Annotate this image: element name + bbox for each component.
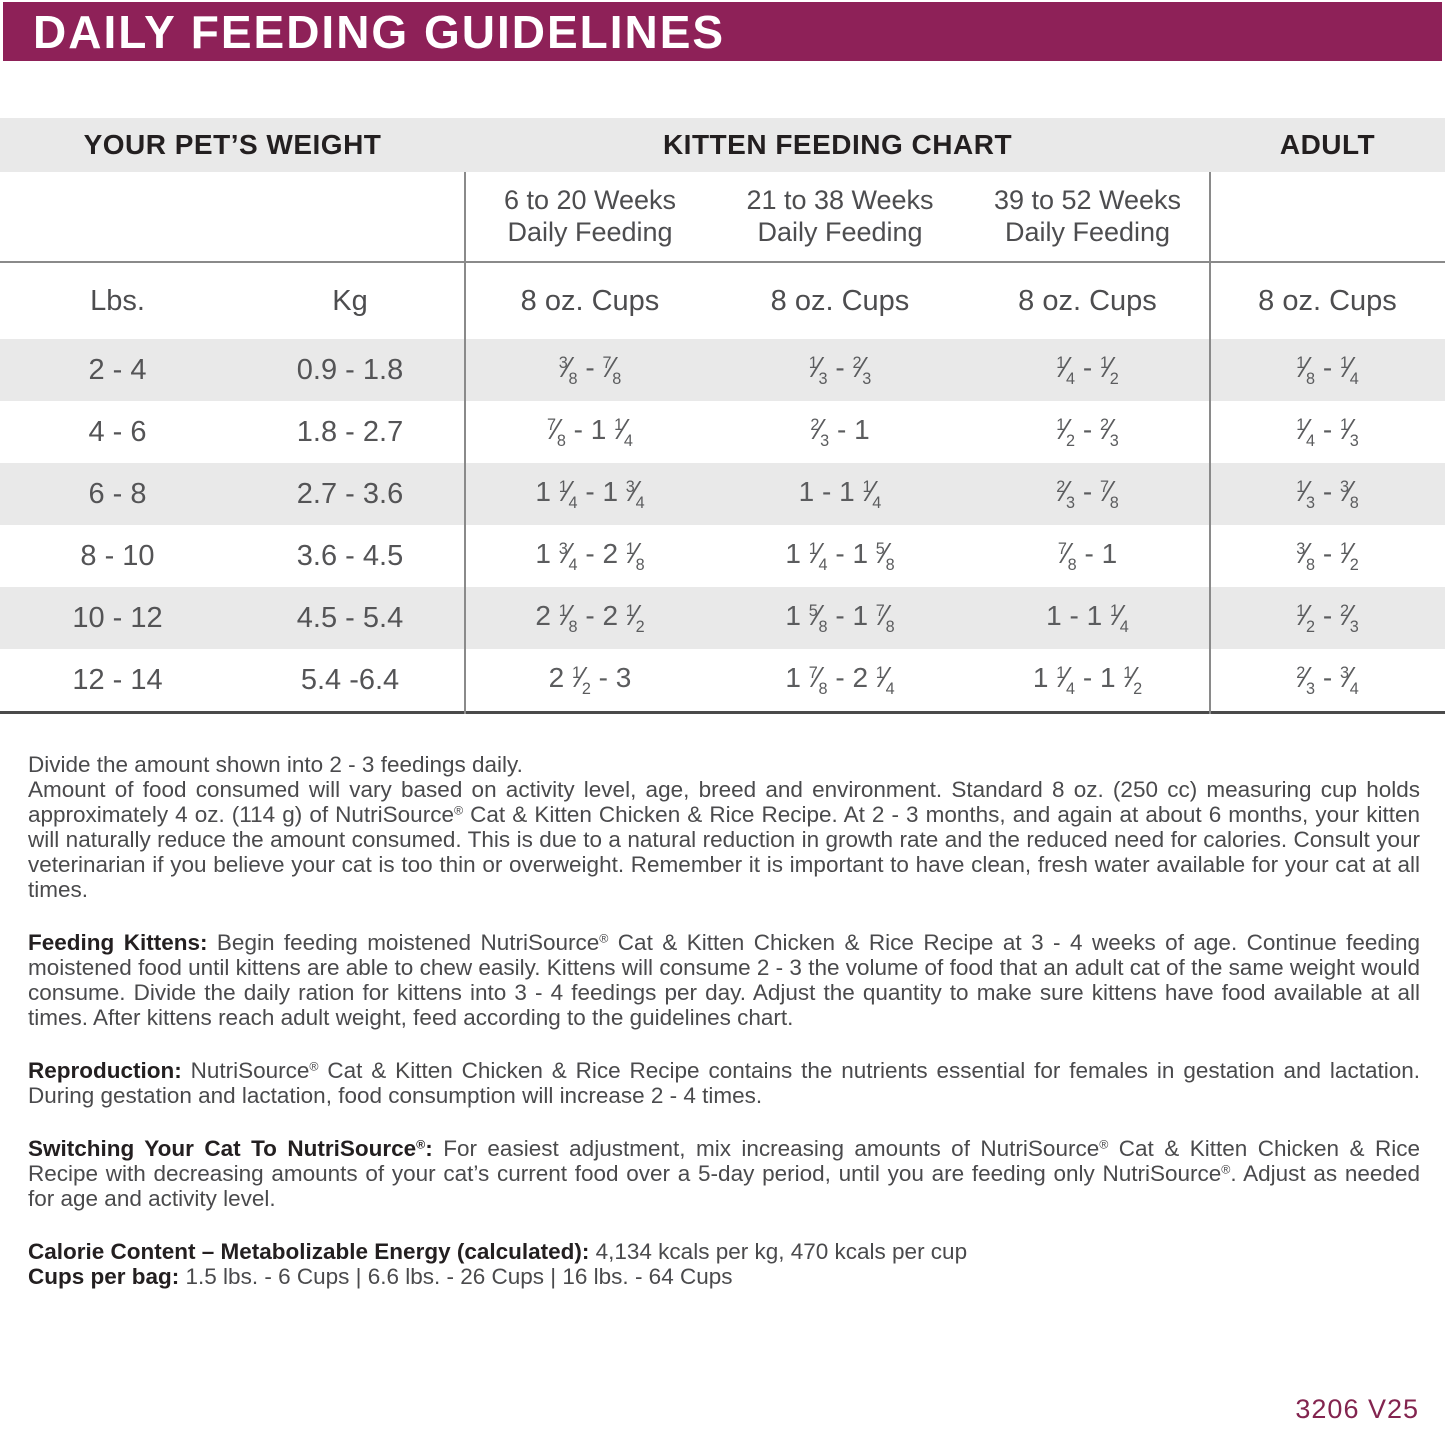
weeks-39-52-cell: 1 $^1⁄_4 - 1$ $^1⁄_2$ <box>1032 662 1143 699</box>
group-header-kitten-chart: KITTEN FEEDING CHART <box>662 129 1013 160</box>
lbs-cell: 6 - 8 <box>88 477 147 510</box>
week-caption: Daily Feeding <box>1004 216 1171 247</box>
section-label: Reproduction: <box>28 1058 182 1083</box>
adult-cell: $^1⁄_2$ - $^2⁄_3$ <box>1296 600 1359 637</box>
adult-cell: $^1⁄_4$ - $^1⁄_3$ <box>1296 414 1359 451</box>
week-header-39-52 <box>965 185 1210 248</box>
weeks-39-52-cell: 1 - 1 $^1⁄_4$ <box>1046 600 1129 637</box>
week-range: 39 to 52 Weeks <box>993 185 1182 216</box>
table-week-header-row <box>0 172 1445 263</box>
notes-section <box>28 752 1420 1289</box>
lbs-cell: 10 - 12 <box>72 601 163 634</box>
lbs-cell: 4 - 6 <box>88 415 147 448</box>
section-text: For easiest adjustment, mix increasing amounts of NutriSource® Cat & Kitten Chicken & Rice Recipe with decreasing amounts of your cat’s current food over a 5-day period, until you are feeding only NutriSource®. Adjust as needed for age and activity level. <box>28 1136 1420 1211</box>
section-switching <box>28 1136 1420 1211</box>
unit-header-cups4: 8 oz. Cups <box>1258 284 1397 317</box>
table-row <box>0 339 1445 401</box>
weeks-6-20-cell: 2 $^1⁄_2 - 3$ <box>548 662 632 699</box>
weeks-6-20-cell: 2 $^1⁄_8 - 2$ $^1⁄_2$ <box>535 600 645 637</box>
unit-header-cups3: 8 oz. Cups <box>1018 284 1157 317</box>
lbs-cell: 12 - 14 <box>72 663 163 696</box>
adult-cell: $^1⁄_3$ - $^3⁄_8$ <box>1296 476 1359 513</box>
week-caption: Daily Feeding <box>507 216 673 247</box>
weeks-21-38-cell: 1 - 1 $^1⁄_4$ <box>798 476 882 513</box>
kg-cell: 1.8 - 2.7 <box>296 415 404 448</box>
section-label: Switching Your Cat To NutriSource®: <box>28 1136 433 1161</box>
week-header-21-38 <box>715 185 965 248</box>
section-text: NutriSource® Cat & Kitten Chicken & Rice Recipe contains the nutrients essential for females in gestation and lactation. During gestation and lactation, food consumption will increase 2 - 4 times. <box>28 1058 1420 1108</box>
section-cups-per-bag <box>28 1264 1420 1289</box>
lbs-cell: 2 - 4 <box>88 353 147 386</box>
weeks-39-52-cell: $^2⁄_3$ - $^7⁄_8$ <box>1056 476 1119 513</box>
title-banner <box>3 2 1442 61</box>
kg-cell: 2.7 - 3.6 <box>296 477 404 510</box>
intro-line: Divide the amount shown into 2 - 3 feedings daily. <box>28 752 523 777</box>
kg-cell: 3.6 - 4.5 <box>296 539 404 572</box>
adult-cell: $^1⁄_8$ - $^1⁄_4$ <box>1296 352 1359 389</box>
section-feeding-kittens <box>28 930 1420 1030</box>
weeks-21-38-cell: 1 $^5⁄_8 - 1$ $^7⁄_8$ <box>785 600 895 637</box>
table-unit-header-row <box>0 263 1445 339</box>
table-row <box>0 587 1445 649</box>
weeks-21-38-cell: 1 $^7⁄_8 - 2$ $^1⁄_4$ <box>785 662 895 699</box>
weeks-21-38-cell: 1 $^1⁄_4 - 1$ $^5⁄_8$ <box>785 538 895 575</box>
section-text: 1.5 lbs. - 6 Cups | 6.6 lbs. - 26 Cups | 16 lbs. - 64 Cups <box>185 1264 733 1289</box>
lbs-cell: 8 - 10 <box>80 539 155 572</box>
kg-cell: 5.4 -6.4 <box>300 663 400 696</box>
adult-cell: $^3⁄_8$ - $^1⁄_2$ <box>1296 538 1359 575</box>
group-header-adult: ADULT <box>1279 129 1376 160</box>
feeding-table <box>0 118 1445 714</box>
section-text: Begin feeding moistened NutriSource® Cat & Kitten Chicken & Rice Recipe at 3 - 4 weeks of age. Continue feeding moistened food until kittens are able to chew easily. Kittens will consume 2 - 3 the volume of food that an adult cat of the same weight would consume. Divide the daily ration for kittens into 3 - 4 feedings per day. Adjust the quantity to make sure kittens have food available at all times. After kittens reach adult weight, feed according to the guidelines chart. <box>28 930 1420 1030</box>
section-reproduction <box>28 1058 1420 1108</box>
weeks-39-52-cell: $^1⁄_2$ - $^2⁄_3$ <box>1056 414 1119 451</box>
feeding-rows <box>0 339 1445 714</box>
weeks-21-38-cell: $^2⁄_3 - 1$ <box>810 414 870 451</box>
column-divider-adult <box>1209 172 1211 714</box>
section-label: Cups per bag: <box>28 1264 180 1289</box>
table-row <box>0 401 1445 463</box>
table-row <box>0 649 1445 711</box>
week-header-6-20 <box>465 185 715 248</box>
footer-code: 3206 V25 <box>1295 1394 1419 1424</box>
section-text: 4,134 kcals per kg, 470 kcals per cup <box>595 1239 968 1264</box>
week-range: 21 to 38 Weeks <box>746 185 934 216</box>
intro-body: Amount of food consumed will vary based on activity level, age, breed and environment. Standard 8 oz. (250 cc) measuring cup holds approximately 4 oz. (114 g) of NutriSource® Cat & Kitten Chicken & Rice Recipe. At 2 - 3 months, and again at about 6 months, your kitten will naturally reduce the amount consumed. This is due to a natural reduction in growth rate and the reduced need for calories. Consult your veterinarian if you believe your cat is too thin or overweight. Remember it is important to have clean, fresh water available for your cat at all times. <box>28 777 1421 902</box>
table-row <box>0 463 1445 525</box>
unit-header-lbs: Lbs. <box>90 284 145 317</box>
weeks-21-38-cell: $^1⁄_3$ - $^2⁄_3$ <box>808 352 872 389</box>
unit-header-cups2: 8 oz. Cups <box>770 284 910 317</box>
adult-cell: $^2⁄_3$ - $^3⁄_4$ <box>1296 662 1359 699</box>
weeks-6-20-cell: 1 $^1⁄_4 - 1$ $^3⁄_4$ <box>535 476 645 513</box>
weeks-6-20-cell: $^7⁄_8 - 1$ $^1⁄_4$ <box>547 414 633 451</box>
weeks-39-52-cell: $^1⁄_4$ - $^1⁄_2$ <box>1056 352 1119 389</box>
week-range: 6 to 20 Weeks <box>503 185 677 216</box>
week-caption: Daily Feeding <box>757 216 923 247</box>
table-group-header-row <box>0 118 1445 172</box>
section-label: Calorie Content – Metabolizable Energy (calculated): <box>28 1239 590 1264</box>
section-calorie-content <box>28 1239 1420 1264</box>
weeks-6-20-cell: $^3⁄_8$ - $^7⁄_8$ <box>558 352 622 389</box>
unit-header-cups1: 8 oz. Cups <box>520 284 660 317</box>
kg-cell: 0.9 - 1.8 <box>296 353 404 386</box>
weeks-39-52-cell: $^7⁄_8 - 1$ <box>1057 538 1118 575</box>
page-title: DAILY FEEDING GUIDELINES <box>33 5 726 58</box>
section-label: Feeding Kittens: <box>28 930 208 955</box>
table-row <box>0 525 1445 587</box>
weeks-6-20-cell: 1 $^3⁄_4 - 2$ $^1⁄_8$ <box>535 538 645 575</box>
unit-header-kg: Kg <box>332 284 368 317</box>
column-divider-left <box>464 172 466 714</box>
group-header-pet-weight: YOUR PET’S WEIGHT <box>83 129 382 160</box>
kg-cell: 4.5 - 5.4 <box>296 601 404 634</box>
